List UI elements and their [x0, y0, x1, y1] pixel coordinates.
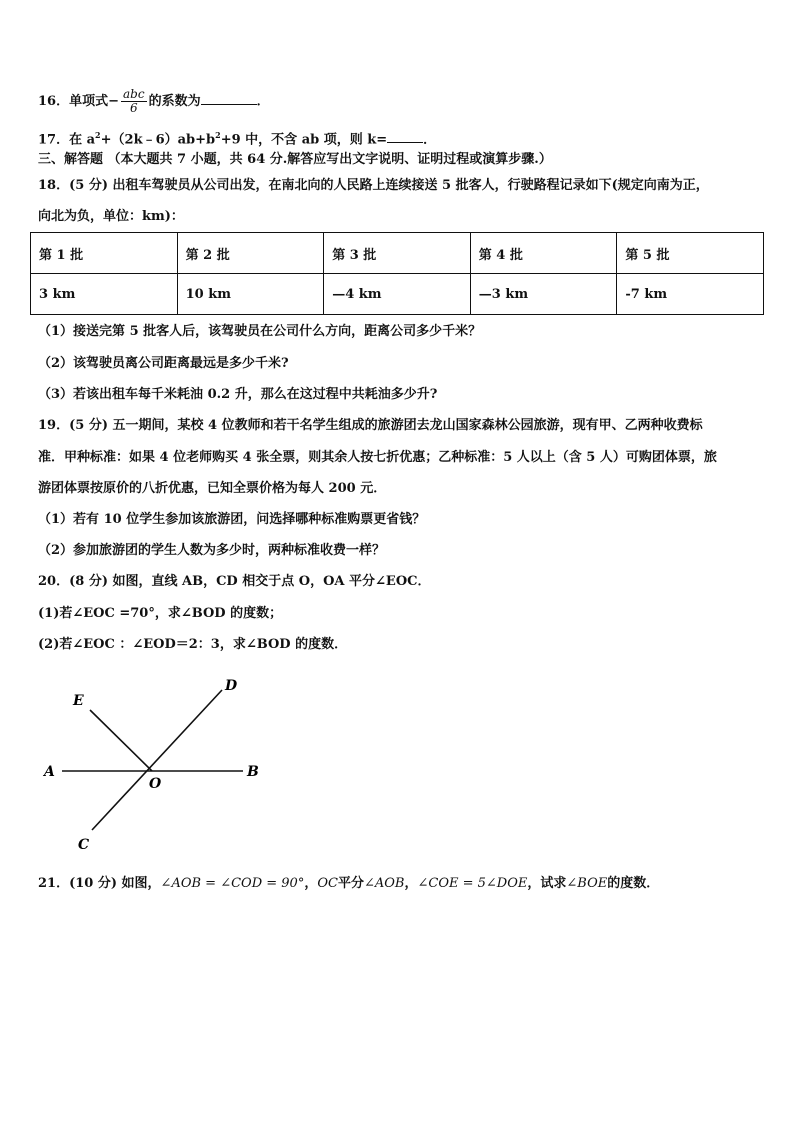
- line-cd: [92, 690, 222, 830]
- q19-line3: 游团体票按原价的八折优惠，已知全票价格为每人 200 元．: [38, 481, 387, 496]
- q20-sub2: (2)若∠EOC ：∠EOD＝2：3，求∠BOD 的度数．: [38, 637, 348, 652]
- table-header-cell: 第 4 批: [470, 233, 617, 274]
- q21-mid3: ，: [404, 876, 418, 891]
- label-d: D: [225, 678, 238, 694]
- label-c: C: [78, 837, 90, 853]
- q21-suffix: 的度数．: [607, 876, 660, 891]
- q16-answer-blank: [201, 90, 257, 105]
- q19-sub2: （2）参加旅游团的学生人数为多少时，两种标准收费一样？: [38, 543, 386, 558]
- q21-eq1: ∠AOB = ∠COD = 90°: [160, 876, 305, 891]
- q20-line1: 20．(8 分) 如图，直线 AB，CD 相交于点 O，OA 平分∠EOC．: [38, 574, 431, 589]
- q16-denominator: 6: [129, 101, 138, 115]
- q18-sub2: （2）该驾驶员离公司距离最远是多少千米?: [38, 356, 289, 371]
- q21-mid4: ，试求: [527, 876, 567, 891]
- table-header-cell: 第 3 批: [324, 233, 471, 274]
- q21-boe: ∠BOE: [566, 876, 608, 891]
- q19-line2: 准．甲种标准：如果 4 位老师购买 4 张全票，则其余人按七折优惠；乙种标准：5 人以上（含 5 人）可购团体票，旅: [38, 450, 717, 465]
- label-e: E: [73, 693, 84, 709]
- q16-numerator: abc: [123, 87, 145, 101]
- q21-mid1: ，: [304, 876, 318, 891]
- q17-text-a: 17．在 a: [38, 132, 96, 148]
- q16-end: ．: [256, 94, 270, 109]
- q20-geometry-figure: [0, 670, 794, 870]
- ray-oe: [90, 710, 152, 771]
- table-row: [31, 233, 764, 274]
- table-value-cell: 3 km: [31, 274, 178, 315]
- label-a: A: [44, 764, 55, 780]
- q18-line1: 18．(5 分) 出租车驾驶员从公司出发，在南北向的人民路上连续接送 5 批客人，行驶路程记录如下(规定向南为正，: [38, 178, 709, 193]
- q18-sub1: （1）接送完第 5 批客人后，该驾驶员在公司什么方向，距离公司多少千米？: [38, 324, 482, 339]
- label-b: B: [247, 764, 259, 780]
- q17-answer-blank: [387, 128, 423, 143]
- table-header-cell: 第 5 批: [617, 233, 764, 274]
- q18-records-table: [30, 232, 764, 315]
- table-header-cell: 第 1 批: [31, 233, 178, 274]
- q18-sub3: （3）若该出租车每千米耗油 0.2 升，那么在这过程中共耗油多少升?: [38, 387, 438, 402]
- q21-oc: OC: [317, 876, 338, 891]
- label-o: O: [149, 776, 162, 792]
- table-value-cell: -7 km: [617, 274, 764, 315]
- q17-sup1: 2: [95, 130, 101, 140]
- q17-text-c: +9 中，不含 ab 项，则 k=: [220, 132, 388, 148]
- q21-aob: ∠AOB: [363, 876, 405, 891]
- q16-suffix: 的系数为: [148, 94, 201, 109]
- table-header-cell: 第 2 批: [177, 233, 324, 274]
- q17-text-b: +（2k﹣6）ab+b: [100, 132, 216, 148]
- table-value-cell: —3 km: [470, 274, 617, 315]
- question-16: [38, 88, 270, 115]
- q20-sub1: (1)若∠EOC =70°，求∠BOD 的度数；: [38, 606, 283, 621]
- q19-line1: 19．(5 分) 五一期间，某校 4 位教师和若干名学生组成的旅游团去龙山国家森林公园旅游，现有甲、乙两种收费标: [38, 418, 703, 433]
- q21-mid2: 平分: [337, 876, 364, 891]
- table-value-cell: 10 km: [177, 274, 324, 315]
- table-value-cell: —4 km: [324, 274, 471, 315]
- q21-eq2: ∠COE = 5∠DOE: [417, 876, 528, 891]
- q16-prefix: 16．单项式: [38, 94, 109, 109]
- question-17: [38, 126, 436, 149]
- section-3-header: 三、解答题 （本大题共 7 小题，共 64 分.解答应写出文字说明、证明过程或演算步骤.）: [38, 152, 552, 167]
- q17-sup2: 2: [215, 130, 221, 140]
- q16-fraction: [121, 88, 147, 115]
- q21-prefix: 21．(10 分) 如图，: [38, 876, 161, 891]
- question-21: [38, 875, 659, 893]
- table-row: [31, 274, 764, 315]
- q19-sub1: （1）若有 10 位学生参加该旅游团，问选择哪种标准购票更省钱？: [38, 512, 426, 527]
- q18-line2: 向北为负，单位：km)：: [38, 209, 184, 224]
- q17-end: ．: [423, 132, 437, 148]
- q16-minus: −: [108, 94, 119, 109]
